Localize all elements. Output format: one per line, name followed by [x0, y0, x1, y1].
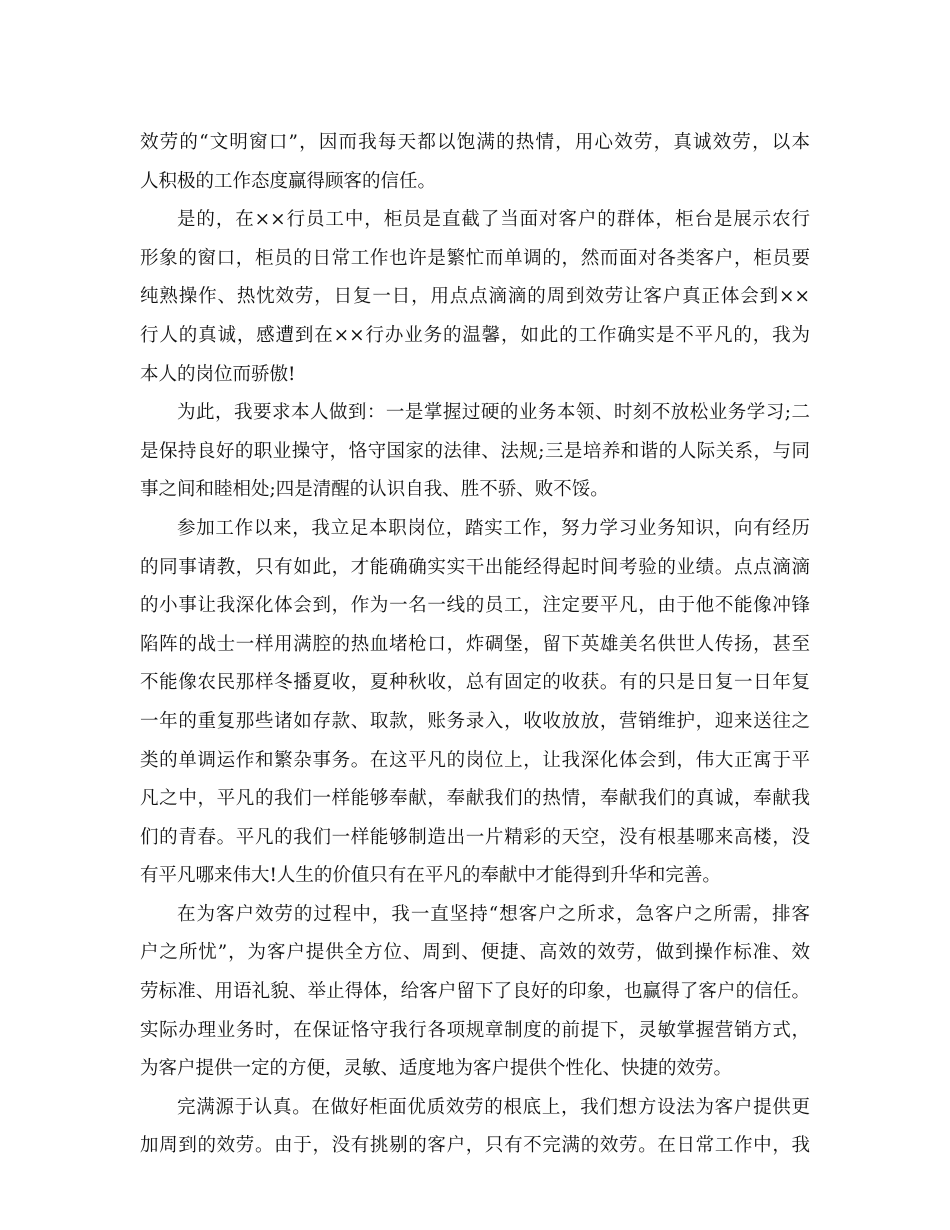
text-line: 们的青春。平凡的我们一样能够制造出一片精彩的天空，没有根基哪来高楼，没: [140, 826, 810, 848]
paragraph-first-line: 在为客户效劳的过程中，我一直坚持“想客户之所求，急客户之所需，排客: [177, 903, 810, 925]
paragraph-first-line: 完满源于认真。在做好柜面优质效劳的根底上，我们想方设法为客户提供更: [177, 1096, 810, 1118]
text-line: 户之所忧”，为客户提供全方位、周到、便捷、高效的效劳，做到操作标准、效: [140, 942, 810, 964]
text-line: 纯熟操作、热忱效劳，日复一日，用点点滴滴的周到效劳让客户真正体会到××: [140, 286, 810, 308]
text-line: 本人的岗位而骄傲!: [140, 363, 296, 385]
text-line: 加周到的效劳。由于，没有挑剔的客户，只有不完满的效劳。在日常工作中，我: [140, 1135, 810, 1157]
text-line: 一年的重复那些诸如存款、取款，账务录入，收收放放，营销维护，迎来送往之: [140, 710, 810, 732]
text-line: 有平凡哪来伟大!人生的价值只有在平凡的奉献中才能得到升华和完善。: [140, 865, 721, 887]
text-line: 实际办理业务时，在保证恪守我行各项规章制度的前提下，灵敏掌握营销方式，: [140, 1019, 810, 1041]
text-line: 不能像农民那样冬播夏收，夏种秋收，总有固定的收获。有的只是日复一日年复: [140, 672, 810, 694]
text-line: 形象的窗口，柜员的日常工作也许是繁忙而单调的，然而面对各类客户，柜员要: [140, 247, 810, 269]
text-line: 类的单调运作和繁杂事务。在这平凡的岗位上，让我深化体会到，伟大正寓于平: [140, 749, 810, 771]
text-line: 事之间和睦相处;四是清醒的认识自我、胜不骄、败不馁。: [140, 479, 609, 501]
document-body: [140, 124, 810, 1166]
paragraph-first-line: 参加工作以来，我立足本职岗位，踏实工作，努力学习业务知识，向有经历: [177, 517, 810, 539]
text-line: 凡之中，平凡的我们一样能够奉献，奉献我们的热情，奉献我们的真诚，奉献我: [140, 788, 810, 810]
text-line: 的小事让我深化体会到，作为一名一线的员工，注定要平凡，由于他不能像冲锋: [140, 595, 810, 617]
text-line: 为客户提供一定的方便，灵敏、适度地为客户提供个性化、快捷的效劳。: [140, 1058, 733, 1080]
text-line: 人积极的工作态度赢得顾客的信任。: [140, 170, 437, 192]
paragraph-first-line: 是的，在××行员工中，柜员是直截了当面对客户的群体，柜台是展示农行: [177, 209, 810, 231]
paragraph-first-line: 为此，我要求本人做到：一是掌握过硬的业务本领、时刻不放松业务学习;二: [177, 402, 810, 424]
text-line: 陷阵的战士一样用满腔的热血堵枪口，炸碉堡，留下英雄美名供世人传扬，甚至: [140, 633, 810, 655]
text-line: 是保持良好的职业操守，恪守国家的法律、法规;三是培养和谐的人际关系，与同: [140, 440, 810, 462]
text-line: 行人的真诚，感遭到在××行办业务的温馨，如此的工作确实是不平凡的，我为: [140, 324, 810, 346]
text-line: 效劳的“文明窗口”，因而我每天都以饱满的热情，用心效劳，真诚效劳，以本: [140, 132, 810, 153]
text-line: 劳标准、用语礼貌、举止得体，给客户留下了良好的印象，也赢得了客户的信任。: [140, 981, 810, 1003]
text-line: 的同事请教，只有如此，才能确确实实干出能经得起时间考验的业绩。点点滴滴: [140, 556, 810, 578]
